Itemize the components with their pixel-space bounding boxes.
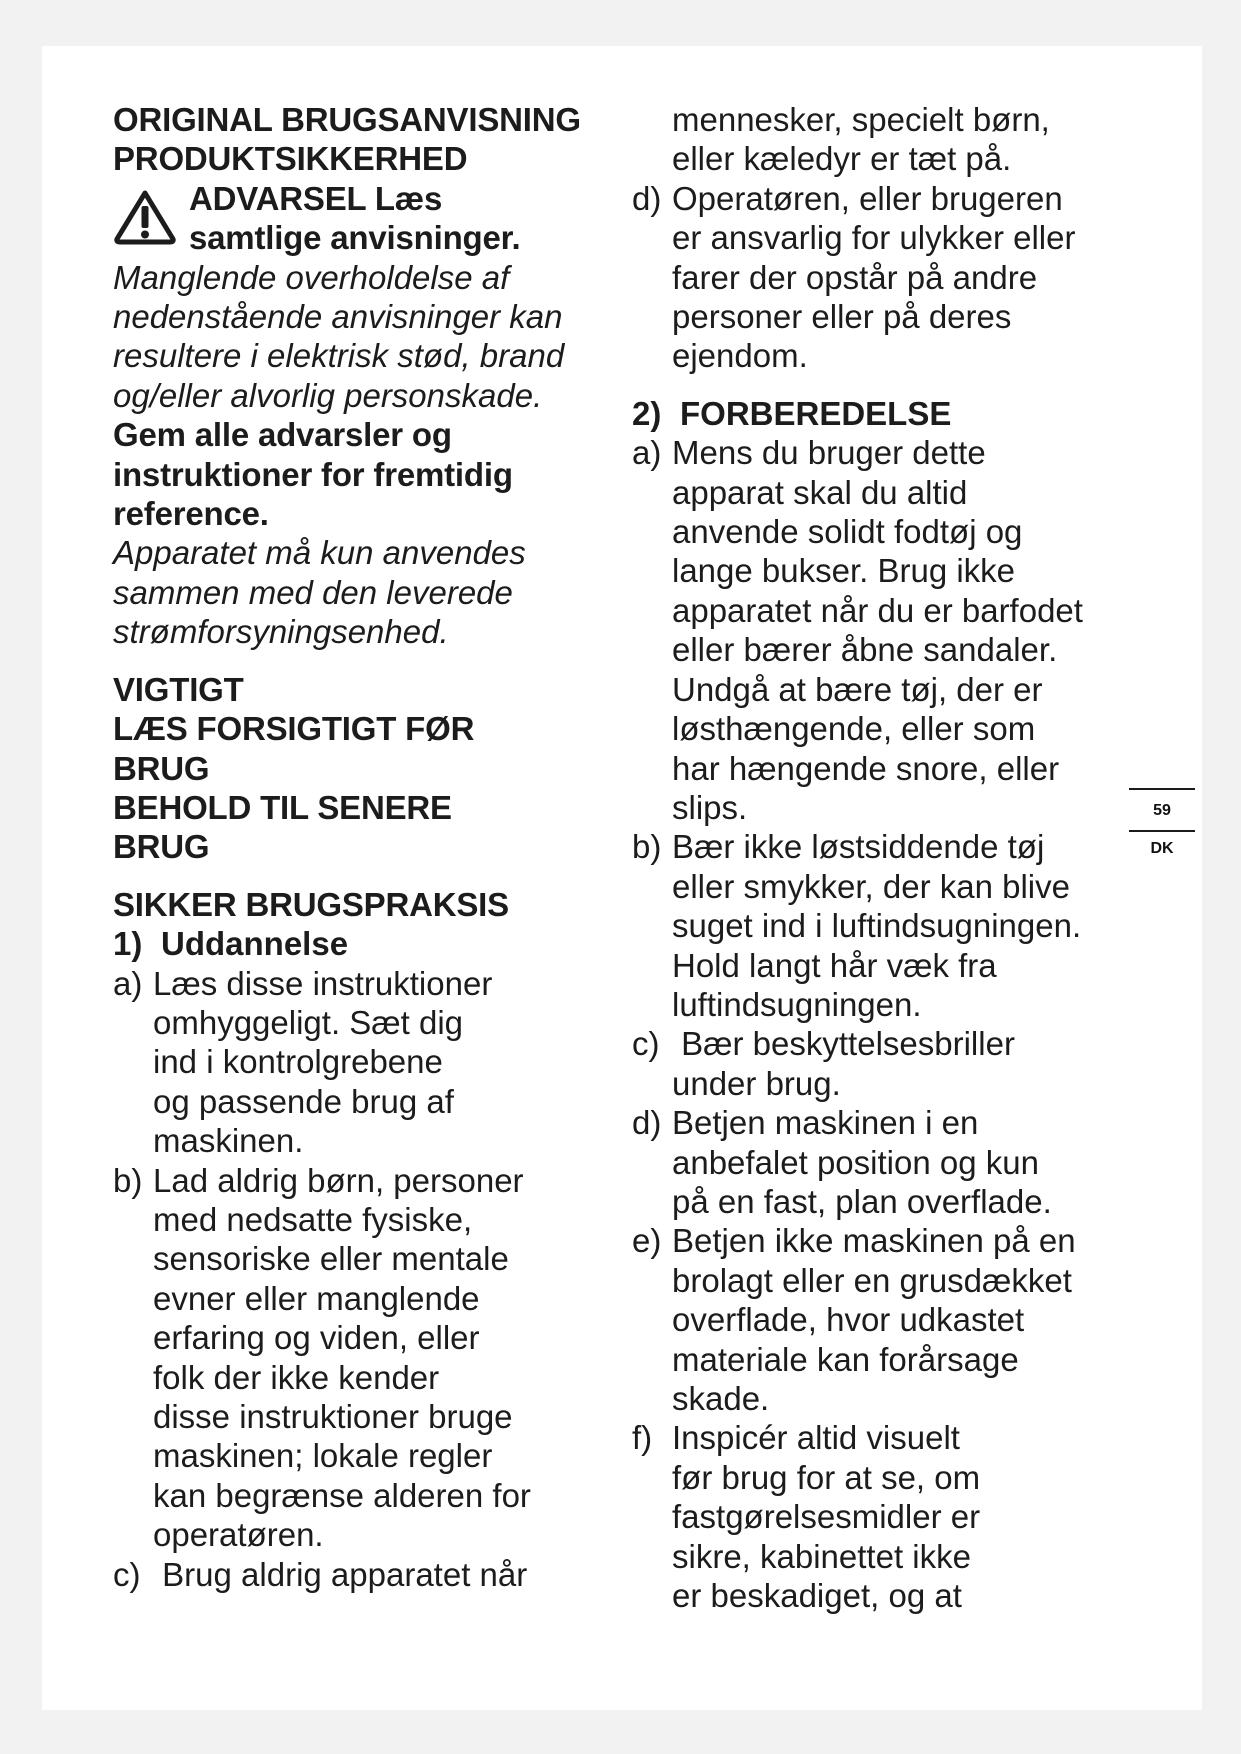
text-line: LÆS FORSIGTIGT FØR xyxy=(113,710,475,748)
text-line: operatøren. xyxy=(153,1516,324,1554)
text-line: før brug for at se, om xyxy=(672,1458,981,1496)
text-line: apparat skal du altid xyxy=(672,473,968,511)
list-item xyxy=(113,1161,633,1555)
text-line: Betjen ikke maskinen på en xyxy=(672,1222,1076,1260)
text-line: på en fast, plan overflade. xyxy=(672,1182,1052,1220)
text-line: nedenstående anvisninger kan xyxy=(113,298,563,336)
text-line: Mens du bruger dette xyxy=(672,434,986,472)
right-column xyxy=(632,100,1132,1615)
text-line: BRUG xyxy=(113,828,210,866)
text-line: eller smykker, der kan blive xyxy=(672,867,1070,905)
item-label: c) xyxy=(632,1025,660,1063)
list-item xyxy=(632,1024,1132,1103)
list-item xyxy=(632,433,1132,827)
text-line: erfaring og viden, eller xyxy=(153,1319,480,1357)
language-code: DK xyxy=(1150,840,1174,857)
text-line: lange bukser. Brug ikke xyxy=(672,552,1016,590)
text-line: Inspicér altid visuelt xyxy=(672,1419,960,1457)
text-line: omhyggeligt. Sæt dig xyxy=(153,1003,464,1041)
text-line: Apparatet må kun anvendes xyxy=(113,534,526,572)
text-line: suget ind i luftindsugningen. xyxy=(672,907,1082,945)
item-label: c) xyxy=(113,1555,141,1593)
text-line: Læs disse instruktioner xyxy=(153,964,493,1002)
text-line: luftindsugningen. xyxy=(672,985,922,1023)
item-label: b) xyxy=(632,828,662,866)
text-line: farer der opstår på andre xyxy=(672,258,1038,296)
text-line: mennesker, specielt børn, xyxy=(672,101,1050,138)
text-line: BRUG xyxy=(113,749,210,787)
text-line: materiale kan forårsage xyxy=(672,1340,1019,1378)
text-line: anvende solidt fodtøj og xyxy=(672,513,1023,551)
text-line: instruktioner for fremtidig xyxy=(113,455,513,493)
text-line: apparatet når du er barfodet xyxy=(672,591,1083,629)
text-line: brolagt eller en grusdækket xyxy=(672,1261,1072,1299)
text-line: Brug aldrig apparatet når xyxy=(153,1555,528,1593)
warning-line-2: samtlige anvisninger. xyxy=(189,219,521,257)
text-line: Undgå at bære tøj, der er xyxy=(672,670,1043,708)
item-label: f) xyxy=(632,1419,653,1457)
subsection-title: Uddannelse xyxy=(161,925,349,963)
item-label: b) xyxy=(113,1161,143,1199)
text-line: personer eller på deres xyxy=(672,298,1012,336)
text-line: reference. xyxy=(113,495,269,533)
text-line: folk der ikke kender xyxy=(153,1358,440,1396)
list-item xyxy=(632,1418,1132,1615)
section-number: 2) xyxy=(632,394,662,432)
text-line: VIGTIGT xyxy=(113,670,244,708)
item-label: a) xyxy=(632,434,662,472)
list-item xyxy=(632,1221,1132,1418)
text-line: er ansvarlig for ulykker eller xyxy=(672,219,1076,257)
text-line: har hængende snore, eller xyxy=(672,749,1060,787)
text-line: og/eller alvorlig personskade. xyxy=(113,376,543,414)
warning-italic-text xyxy=(113,258,633,416)
text-line: slips. xyxy=(672,788,748,826)
warning-line-1: ADVARSEL Læs xyxy=(189,179,443,217)
text-line: Gem alle advarsler og xyxy=(113,416,452,454)
subsection-number: 1) xyxy=(113,925,143,963)
item-label: d) xyxy=(632,179,662,217)
text-line: og passende brug af xyxy=(153,1082,454,1120)
item-label: d) xyxy=(632,1104,662,1142)
text-line: disse instruktioner bruge xyxy=(153,1398,513,1435)
text-line: skade. xyxy=(672,1380,770,1417)
warning-triangle-icon xyxy=(113,189,177,245)
list-item xyxy=(632,1103,1132,1221)
text-line: fastgørelsesmidler er xyxy=(672,1498,981,1536)
text-line: strømforsyningsenhed. xyxy=(113,613,449,651)
text-line: eller bærer åbne sandaler. xyxy=(672,631,1058,669)
page-side-tab xyxy=(1129,788,1195,858)
section-title-product-safety: PRODUKTSIKKERHED xyxy=(113,140,468,178)
text-line: anbefalet position og kun xyxy=(672,1143,1039,1181)
document-title: ORIGINAL BRUGSANVISNING xyxy=(113,101,581,138)
text-line: eller kæledyr er tæt på. xyxy=(672,140,1012,178)
text-line: er beskadiget, og at xyxy=(672,1577,962,1615)
text-line: maskinen. xyxy=(153,1122,304,1160)
text-line: Bær ikke løstsiddende tøj xyxy=(672,828,1045,866)
text-line: Hold langt hår væk fra xyxy=(672,946,997,984)
text-line: løsthængende, eller som xyxy=(672,710,1036,748)
text-line: sikre, kabinettet ikke xyxy=(672,1537,971,1575)
important-notice xyxy=(113,670,633,867)
text-line: BEHOLD TIL SENERE xyxy=(113,788,452,826)
text-line: Operatøren, eller brugeren xyxy=(672,179,1063,217)
text-line: Betjen maskinen i en xyxy=(672,1104,979,1142)
item-label: e) xyxy=(632,1222,662,1260)
text-line: Bær beskyttelsesbriller xyxy=(672,1025,1015,1063)
page-number: 59 xyxy=(1153,802,1171,819)
item-label: a) xyxy=(113,964,143,1002)
text-line: sensoriske eller mentale xyxy=(153,1240,509,1278)
text-line: Lad aldrig børn, personer xyxy=(153,1161,524,1199)
text-line: under brug. xyxy=(672,1064,841,1102)
text-line: med nedsatte fysiske, xyxy=(153,1200,473,1238)
left-column xyxy=(113,100,633,1594)
text-line: Manglende overholdelse af xyxy=(113,258,510,296)
list-item xyxy=(632,179,1132,376)
section-title-safe-use: SIKKER BRUGSPRAKSIS xyxy=(113,885,509,923)
text-line: kan begrænse alderen for xyxy=(153,1476,531,1514)
list-item-continuation xyxy=(632,100,1132,179)
text-line: ejendom. xyxy=(672,337,808,375)
text-line: overflade, hvor udkastet xyxy=(672,1301,1025,1339)
warning-block xyxy=(113,179,633,258)
list-item xyxy=(113,1555,633,1594)
text-line: maskinen; lokale regler xyxy=(153,1437,493,1475)
save-instructions-text xyxy=(113,415,633,533)
list-item xyxy=(113,964,633,1161)
power-supply-note xyxy=(113,533,633,651)
section-title: FORBEREDELSE xyxy=(680,394,952,432)
subsection-1-heading xyxy=(113,924,633,963)
text-line: sammen med den leverede xyxy=(113,573,513,611)
text-line: ind i kontrolgrebene xyxy=(153,1043,443,1081)
list-item xyxy=(632,827,1132,1024)
text-line: resultere i elektrisk stød, brand xyxy=(113,337,565,375)
section-2-heading xyxy=(632,394,1132,433)
text-line: evner eller manglende xyxy=(153,1279,480,1317)
